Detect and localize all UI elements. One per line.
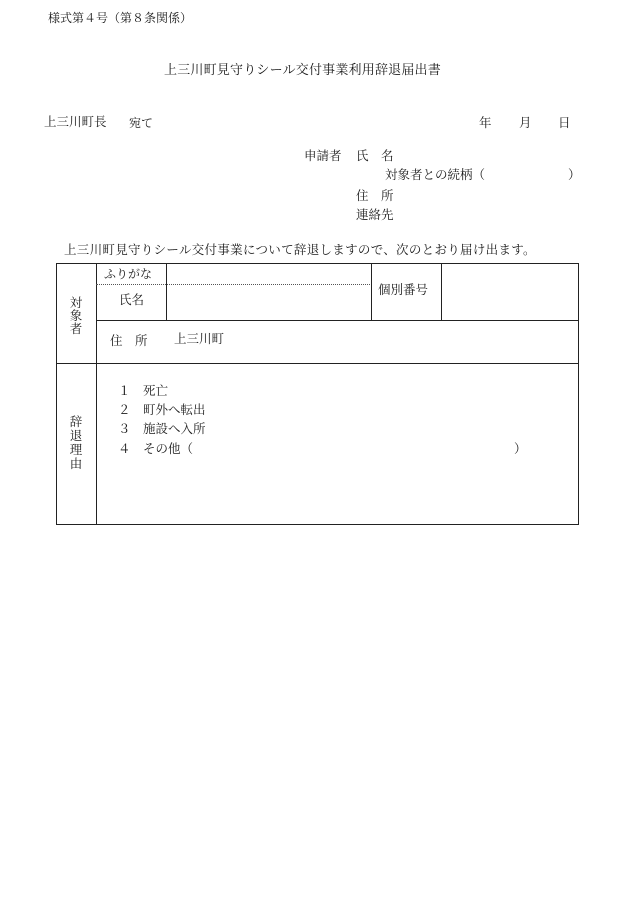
- subject-label-char-3: 者: [69, 321, 83, 336]
- subject-address-value: 上三川町: [174, 331, 225, 346]
- reason-label-char-3: 理: [69, 442, 83, 457]
- reason-2-number: ２: [118, 402, 131, 417]
- addressee-name: 上三川町長: [44, 114, 107, 129]
- date-month-label: 月: [519, 115, 532, 130]
- date-day-label: 日: [558, 115, 571, 130]
- reason-3-number: ３: [118, 421, 131, 436]
- applicant-relation-label: 対象者との続柄（: [385, 167, 486, 182]
- applicant-name-label: 氏 名: [356, 148, 394, 163]
- statement-text: 上三川町見守りシール交付事業について辞退しますので、次のとおり届け出ます。: [64, 242, 536, 257]
- page-title: 上三川町見守りシール交付事業利用辞退届出書: [164, 63, 441, 78]
- applicant-contact-label: 連絡先: [356, 207, 394, 222]
- reason-4-number: ４: [118, 441, 131, 456]
- subject-label-char-1: 対: [69, 295, 83, 310]
- reason-4-text: その他（: [143, 441, 194, 456]
- subject-label-char-2: 象: [69, 308, 83, 323]
- form-number: 様式第４号（第８条関係）: [48, 11, 193, 25]
- reason-2-text: 町外へ転出: [143, 402, 206, 417]
- date-year-label: 年: [479, 115, 492, 130]
- subject-address-label: 住 所: [110, 333, 148, 348]
- reason-label-char-2: 退: [69, 428, 83, 443]
- reason-1-text: 死亡: [143, 383, 169, 398]
- applicant-address-label: 住 所: [356, 188, 394, 203]
- id-number-label: 個別番号: [378, 282, 429, 297]
- furigana-label: ふりがな: [104, 267, 153, 281]
- subject-name-label: 氏名: [119, 292, 145, 307]
- reason-label-char-4: 由: [69, 456, 83, 471]
- reason-other-close: ）: [514, 441, 527, 456]
- reason-label-char-1: 辞: [69, 414, 83, 429]
- applicant-relation-close: ）: [568, 167, 581, 182]
- reason-3-text: 施設へ入所: [143, 421, 206, 436]
- applicant-label: 申請者: [304, 148, 342, 163]
- addressee-suffix: 宛て: [129, 116, 154, 130]
- reason-1-number: １: [118, 383, 131, 398]
